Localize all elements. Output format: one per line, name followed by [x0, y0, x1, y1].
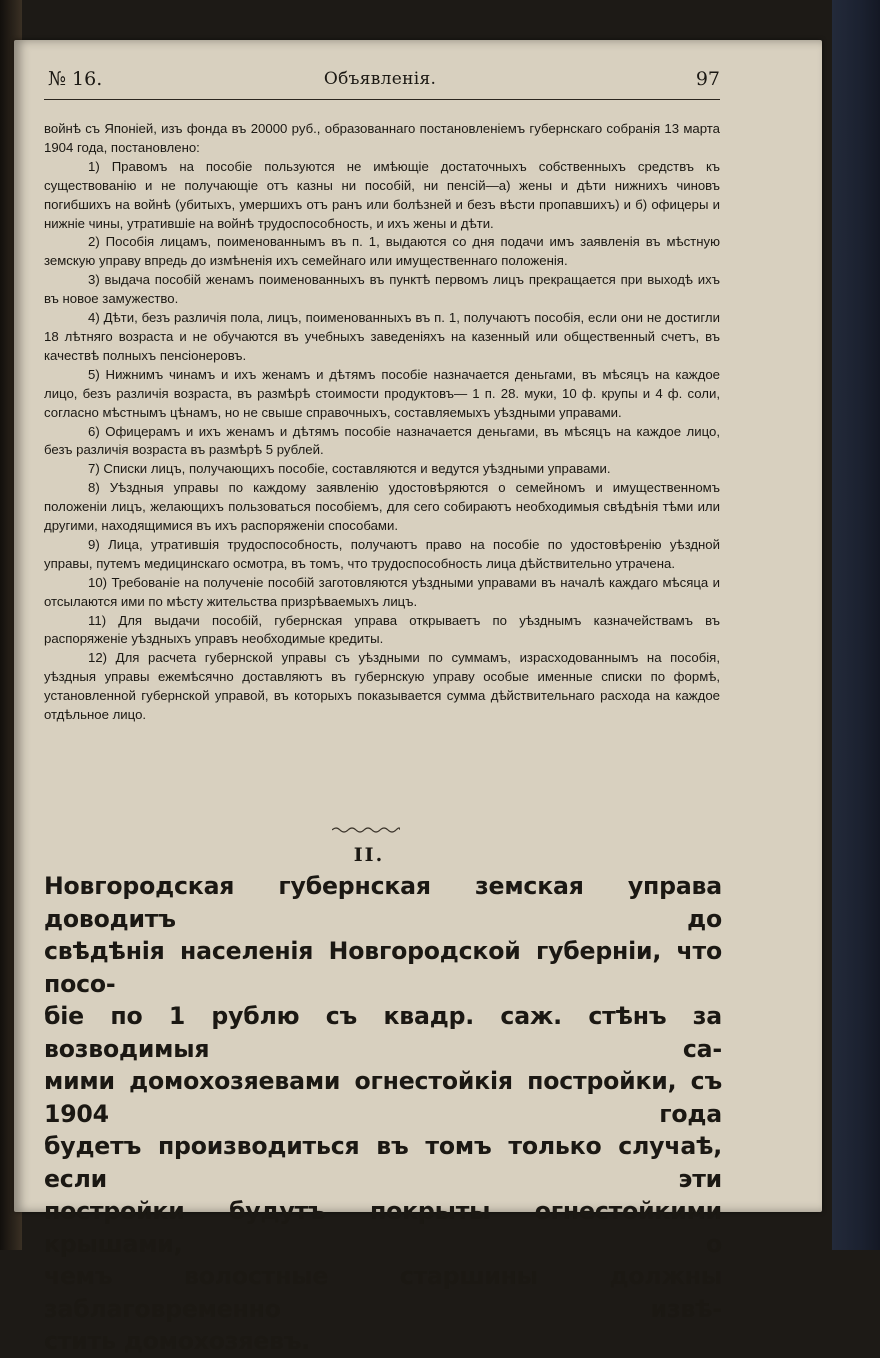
section-number: II. — [353, 844, 385, 866]
notice-line: будетъ производиться въ томъ только случаѣ, если эти — [44, 1132, 722, 1193]
paragraph: 5) Нижнимъ чинамъ и ихъ женамъ и дѣтямъ пособіе назначается деньгами, въ мѣсяцъ на каждое лицо, безъ различія возраста, въ размѣрѣ стоимости продуктовъ— 1 п. 28. муки, 10 ф. крупы и 4 ф. соли, согласно мѣстнымъ цѣнамъ, но не свыше справочныхъ, составляемыхъ уѣздными управами. — [44, 366, 720, 420]
divider-ornament — [332, 826, 400, 834]
paragraph: 10) Требованіе на полученіе пособій заготовляются уѣздными управами въ началѣ каждаго мѣсяца и отсылаются ими по мѣсту жительства призрѣваемыхъ лицъ. — [44, 574, 720, 609]
notice-line: мими домохозяевами огнестойкія постройки, съ 1904 года — [44, 1067, 722, 1128]
notice-line: чемъ волостные старшины должны заблаговременно извѣ- — [44, 1262, 722, 1323]
page-header — [40, 66, 720, 98]
paragraph: 8) Уѣздныя управы по каждому заявленію удостовѣряются о семейномъ и имущественномъ положеніи лицъ, желающихъ пользоваться пособіемъ, для сего собираютъ необходимыя свѣдѣнія тѣми или другими, находящимися въ ихъ распоряженіи способами. — [44, 480, 720, 534]
paragraph: 9) Лица, утратившія трудоспособность, получаютъ право на пособіе по удостовѣренію уѣздной управы, путемъ медицинскаго осмотра, въ томъ, что трудоспособность лица дѣйствительно утрачена. — [44, 536, 720, 571]
paragraph: 12) Для расчета губернской управы съ уѣздными по суммамъ, израсходованнымъ на пособія, уѣздныя управы ежемѣсячно доставляютъ въ губернскую управу особые именные списки по формѣ, установленной губернской управой, въ которыхъ показывается сумма дѣйствительнаго расхода на каждое отдѣльное лицо. — [44, 650, 720, 723]
notice-line: біе по 1 рублю съ квадр. саж. стѣнъ за возводимыя са- — [44, 1002, 722, 1063]
paragraph: 3) выдача пособій женамъ поименованныхъ въ пунктѣ первомъ лицъ прекращается при выходѣ ихъ въ новое замужество. — [44, 272, 720, 307]
paragraph: 11) Для выдачи пособій, губернская управа открываетъ по уѣзднымъ казначействамъ въ распоряженіе уѣздныхъ управъ необходимые кредиты. — [44, 612, 720, 647]
paragraph: 2) Пособія лицамъ, поименованнымъ въ п. 1, выдаются со дня подачи имъ заявленія въ мѣстную земскую управу впредь до измѣненія ихъ семейнаго или имущественнаго положенія. — [44, 234, 720, 269]
paragraph: 7) Списки лицъ, получающихъ пособіе, составляются и ведутся уѣздными управами. — [88, 461, 611, 477]
notice-line: стить домохозяевъ. — [44, 1327, 311, 1355]
paragraph: 1) Правомъ на пособіе пользуются не имѣющіе достаточныхъ собственныхъ средствъ къ существованію и не получающіе отъ казны ни пособій, ни пенсій—а) жены и дѣти нижнихъ чиновъ погибшихъ на войнѣ (убитыхъ, умершихъ отъ ранъ или болѣзней и безъ вѣсти пропавшихъ) и б) офицеры и нижніе чины, утратившіе на войнѣ трудоспособность, и ихъ жены и дѣти. — [44, 158, 720, 231]
paragraph: 6) Офицерамъ и ихъ женамъ и дѣтямъ пособіе назначается деньгами, въ мѣсяцъ на каждое лицо, безъ различія возраста въ размѣрѣ 5 рублей. — [44, 423, 720, 458]
notice-line: свѣдѣнія населенія Новгородской губерніи, что посо- — [44, 937, 722, 998]
paragraph: войнѣ съ Японіей, изъ фонда въ 20000 руб., образованнаго постановленіемъ губернскаго собранія 13 марта 1904 года, постановлено: — [44, 121, 720, 155]
notice-text — [44, 870, 722, 1358]
section-title: Объявленія. — [323, 69, 437, 89]
regulation-text — [44, 120, 720, 725]
notice-line: постройки будутъ покрыты огнестойкими крышами, о — [44, 1197, 722, 1258]
header-rule — [44, 99, 720, 100]
document-page — [14, 40, 822, 1355]
notice-line: Новгородская губернская земская управа доводитъ до — [44, 872, 722, 933]
book-binding — [832, 0, 880, 1250]
page-number: 97 — [695, 68, 720, 90]
paragraph: 4) Дѣти, безъ различія пола, лицъ, поименованныхъ въ п. 1, получаютъ пособія, если они не достигли 18 лѣтняго возраста и не обучаются въ учебныхъ заведеніяхъ на казенный или общественный счетъ, въ качествѣ полныхъ пенсіонеровъ. — [44, 310, 720, 363]
issue-number: № 16. — [48, 68, 103, 90]
